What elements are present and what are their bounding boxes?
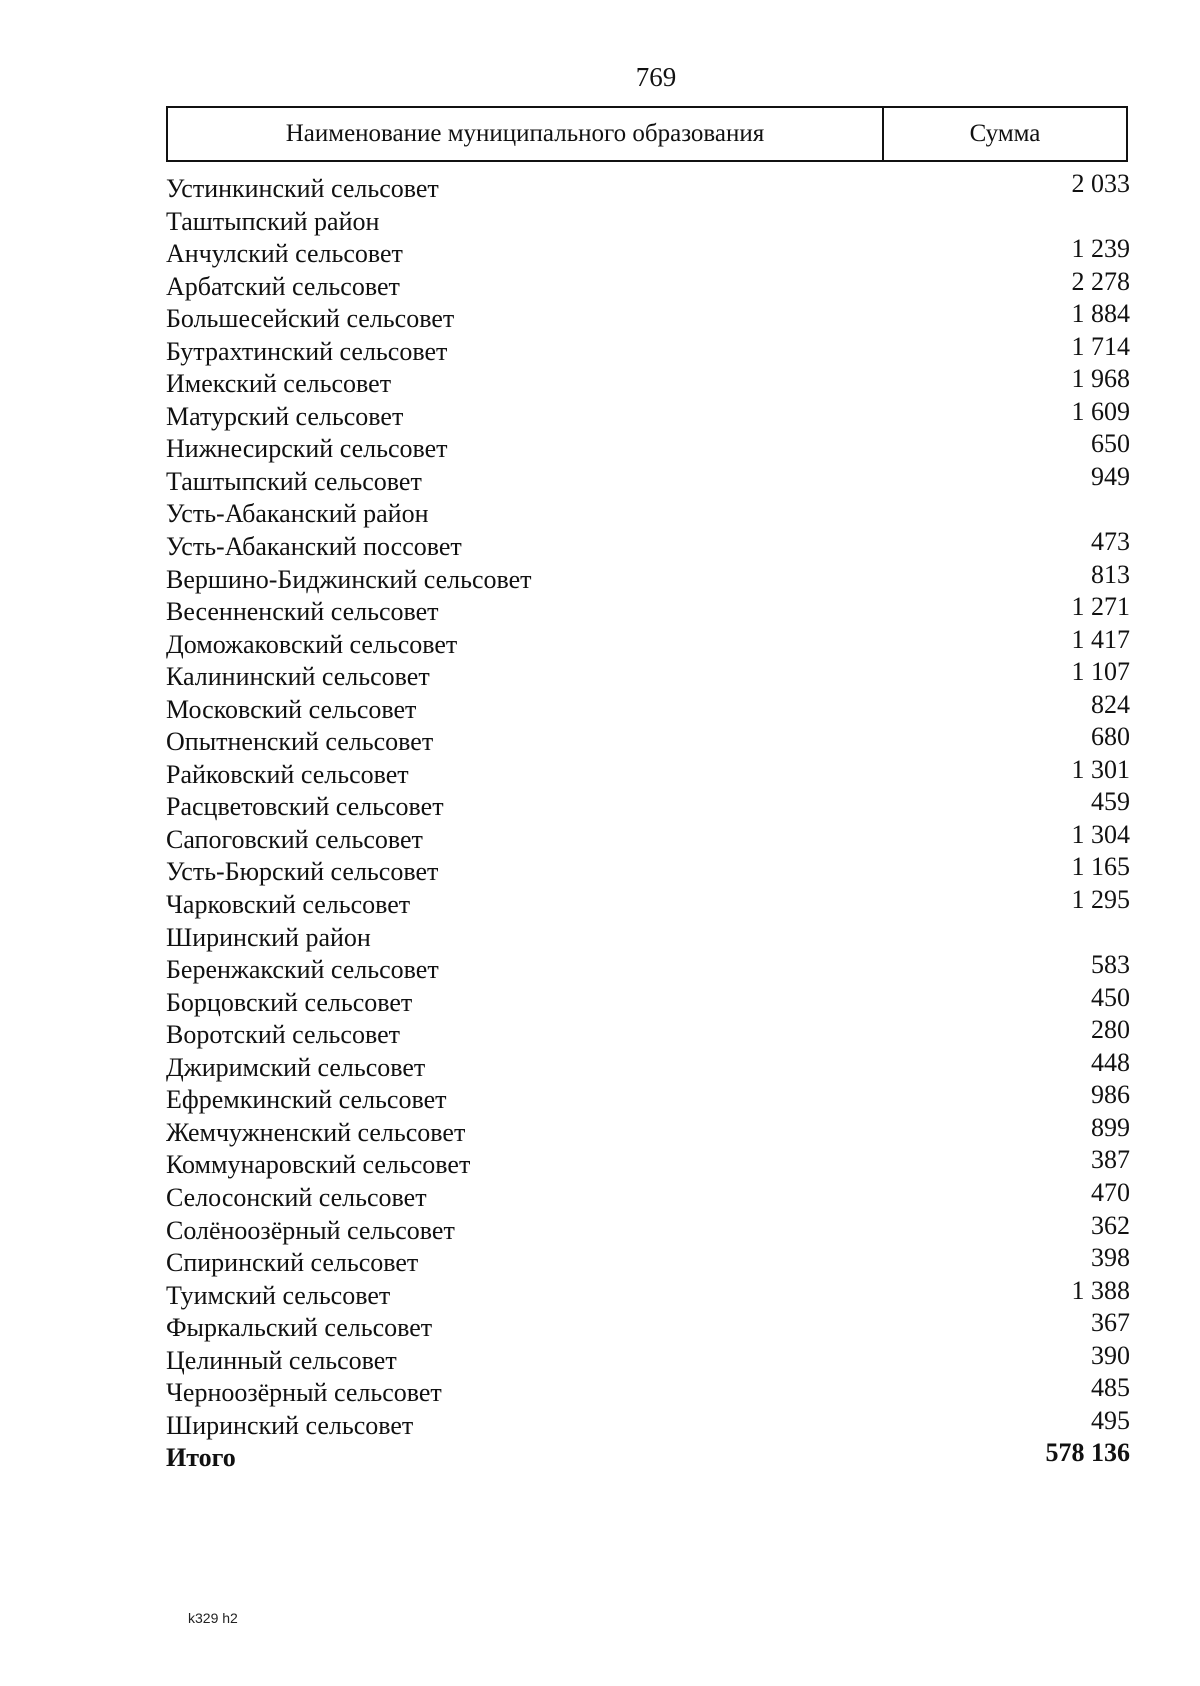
table-row [166, 984, 1130, 1017]
table-row [166, 788, 1130, 821]
footer-code: k329 h2 [188, 1610, 238, 1626]
table-row [166, 1212, 1130, 1245]
table-row [166, 1146, 1130, 1179]
row-amount: 362 [1091, 1210, 1130, 1240]
row-amount: 459 [1091, 787, 1130, 817]
table-row [166, 1407, 1130, 1440]
row-name: Таштыпский район [166, 206, 380, 236]
table-row [166, 756, 1130, 789]
row-name: Калининский сельсовет [166, 662, 430, 692]
table-row [166, 886, 1130, 919]
total-label: Итого [166, 1443, 236, 1473]
table-row [166, 821, 1130, 854]
table-row [166, 203, 1130, 236]
row-name: Борцовский сельсовет [166, 987, 413, 1017]
row-amount: 1 165 [1071, 852, 1130, 882]
table-row [166, 1374, 1130, 1407]
row-name: Вершино-Биджинский сельсовет [166, 564, 532, 594]
row-amount: 1 388 [1071, 1275, 1130, 1305]
row-amount: 398 [1091, 1243, 1130, 1273]
row-name: Опытненский сельсовет [166, 727, 434, 757]
row-name: Спиринский сельсовет [166, 1248, 419, 1278]
row-name: Солёноозёрный сельсовет [166, 1215, 455, 1245]
table-row [166, 593, 1130, 626]
row-name: Нижнесирский сельсовет [166, 434, 448, 464]
row-name: Московский сельсовет [166, 694, 417, 724]
row-amount: 448 [1091, 1047, 1130, 1077]
table-row [166, 268, 1130, 301]
row-name: Жемчужненский сельсовет [166, 1117, 466, 1147]
row-name: Фыркальский сельсовет [166, 1313, 433, 1343]
row-amount: 1 884 [1071, 299, 1130, 329]
row-name: Устинкинский сельсовет [166, 174, 439, 203]
page-number: 769 [635, 62, 677, 92]
row-amount: 1 239 [1071, 234, 1130, 264]
table-row [166, 1179, 1130, 1212]
row-amount: 986 [1091, 1080, 1130, 1110]
row-name: Усть-Бюрский сельсовет [166, 857, 439, 887]
row-amount: 387 [1091, 1145, 1130, 1175]
total-amount: 578 136 [1045, 1438, 1130, 1468]
table-body [166, 170, 1130, 1472]
table-header [166, 106, 1128, 162]
row-name: Целинный сельсовет [166, 1345, 397, 1375]
row-amount: 1 107 [1071, 657, 1130, 687]
row-name: Анчулский сельсовет [166, 239, 403, 269]
table-row [166, 333, 1130, 366]
row-name: Сапоговский сельсовет [166, 824, 423, 854]
total-row [166, 1439, 1130, 1472]
row-amount: 1 714 [1071, 331, 1130, 361]
row-amount: 280 [1091, 1015, 1130, 1045]
row-name: Матурский сельсовет [166, 401, 404, 431]
row-amount: 1 304 [1071, 819, 1130, 849]
row-name: Беренжакский сельсовет [166, 955, 439, 985]
row-amount: 583 [1091, 950, 1130, 980]
table-row [166, 1049, 1130, 1082]
row-amount: 390 [1091, 1340, 1130, 1370]
table-row [166, 365, 1130, 398]
row-amount: 367 [1091, 1308, 1130, 1338]
row-amount: 2 278 [1071, 266, 1130, 296]
row-amount: 813 [1091, 559, 1130, 589]
table-row [166, 235, 1130, 268]
row-amount: 1 417 [1071, 624, 1130, 654]
row-name: Доможаковский сельсовет [166, 629, 458, 659]
row-amount: 680 [1091, 722, 1130, 752]
row-amount: 1 295 [1071, 885, 1130, 915]
table-row [166, 853, 1130, 886]
row-amount: 450 [1091, 982, 1130, 1012]
row-name: Усть-Абаканский поссовет [166, 532, 462, 562]
table-row [166, 1244, 1130, 1277]
row-amount: 1 301 [1071, 754, 1130, 784]
row-name: Таштыпский сельсовет [166, 466, 422, 496]
row-amount: 1 609 [1071, 396, 1130, 426]
table-row [166, 658, 1130, 691]
table-row [166, 1016, 1130, 1049]
row-amount: 650 [1091, 429, 1130, 459]
table-row [166, 1342, 1130, 1375]
column-header-name: Наименование муниципального образования [168, 108, 884, 160]
row-amount: 824 [1091, 689, 1130, 719]
row-amount: 485 [1091, 1373, 1130, 1403]
table-row [166, 723, 1130, 756]
row-amount: 473 [1091, 527, 1130, 557]
row-name: Чарковский сельсовет [166, 890, 411, 920]
row-amount: 1 271 [1071, 592, 1130, 622]
row-amount: 949 [1091, 461, 1130, 491]
row-amount: 899 [1091, 1112, 1130, 1142]
row-name: Арбатский сельсовет [166, 271, 400, 301]
table-row [166, 463, 1130, 496]
row-name: Джиримский сельсовет [166, 1052, 426, 1082]
table-row [166, 691, 1130, 724]
table-row [166, 919, 1130, 952]
row-name: Усть-Абаканский район [166, 499, 429, 529]
table-row [166, 300, 1130, 333]
row-name: Черноозёрный сельсовет [166, 1378, 442, 1408]
row-name: Расцветовский сельсовет [166, 792, 444, 822]
row-name: Имекский сельсовет [166, 369, 392, 399]
table-row [166, 1114, 1130, 1147]
row-name: Весенненский сельсовет [166, 597, 439, 627]
row-name: Селосонский сельсовет [166, 1182, 427, 1212]
row-name: Воротский сельсовет [166, 1020, 400, 1050]
column-header-sum: Сумма [969, 120, 1041, 147]
table-row [166, 398, 1130, 431]
row-name: Ширинский район [166, 922, 371, 952]
table-row [166, 1081, 1130, 1114]
table-row [166, 430, 1130, 463]
row-amount: 2 033 [1071, 169, 1130, 198]
row-amount: 1 968 [1071, 364, 1130, 394]
table-row [166, 951, 1130, 984]
row-name: Бутрахтинский сельсовет [166, 336, 448, 366]
table-row [166, 495, 1130, 528]
row-name: Ефремкинский сельсовет [166, 1085, 447, 1115]
table-row [166, 1309, 1130, 1342]
row-name: Большесейский сельсовет [166, 304, 455, 334]
table-row [166, 626, 1130, 659]
table-row [166, 528, 1130, 561]
row-name: Ширинский сельсовет [166, 1410, 414, 1440]
table-row [166, 1277, 1130, 1310]
row-amount: 495 [1091, 1405, 1130, 1435]
table-row [166, 170, 1130, 203]
table-row [166, 561, 1130, 594]
row-name: Райковский сельсовет [166, 759, 409, 789]
row-amount: 470 [1091, 1177, 1130, 1207]
row-name: Коммунаровский сельсовет [166, 1150, 471, 1180]
row-name: Туимский сельсовет [166, 1280, 391, 1310]
